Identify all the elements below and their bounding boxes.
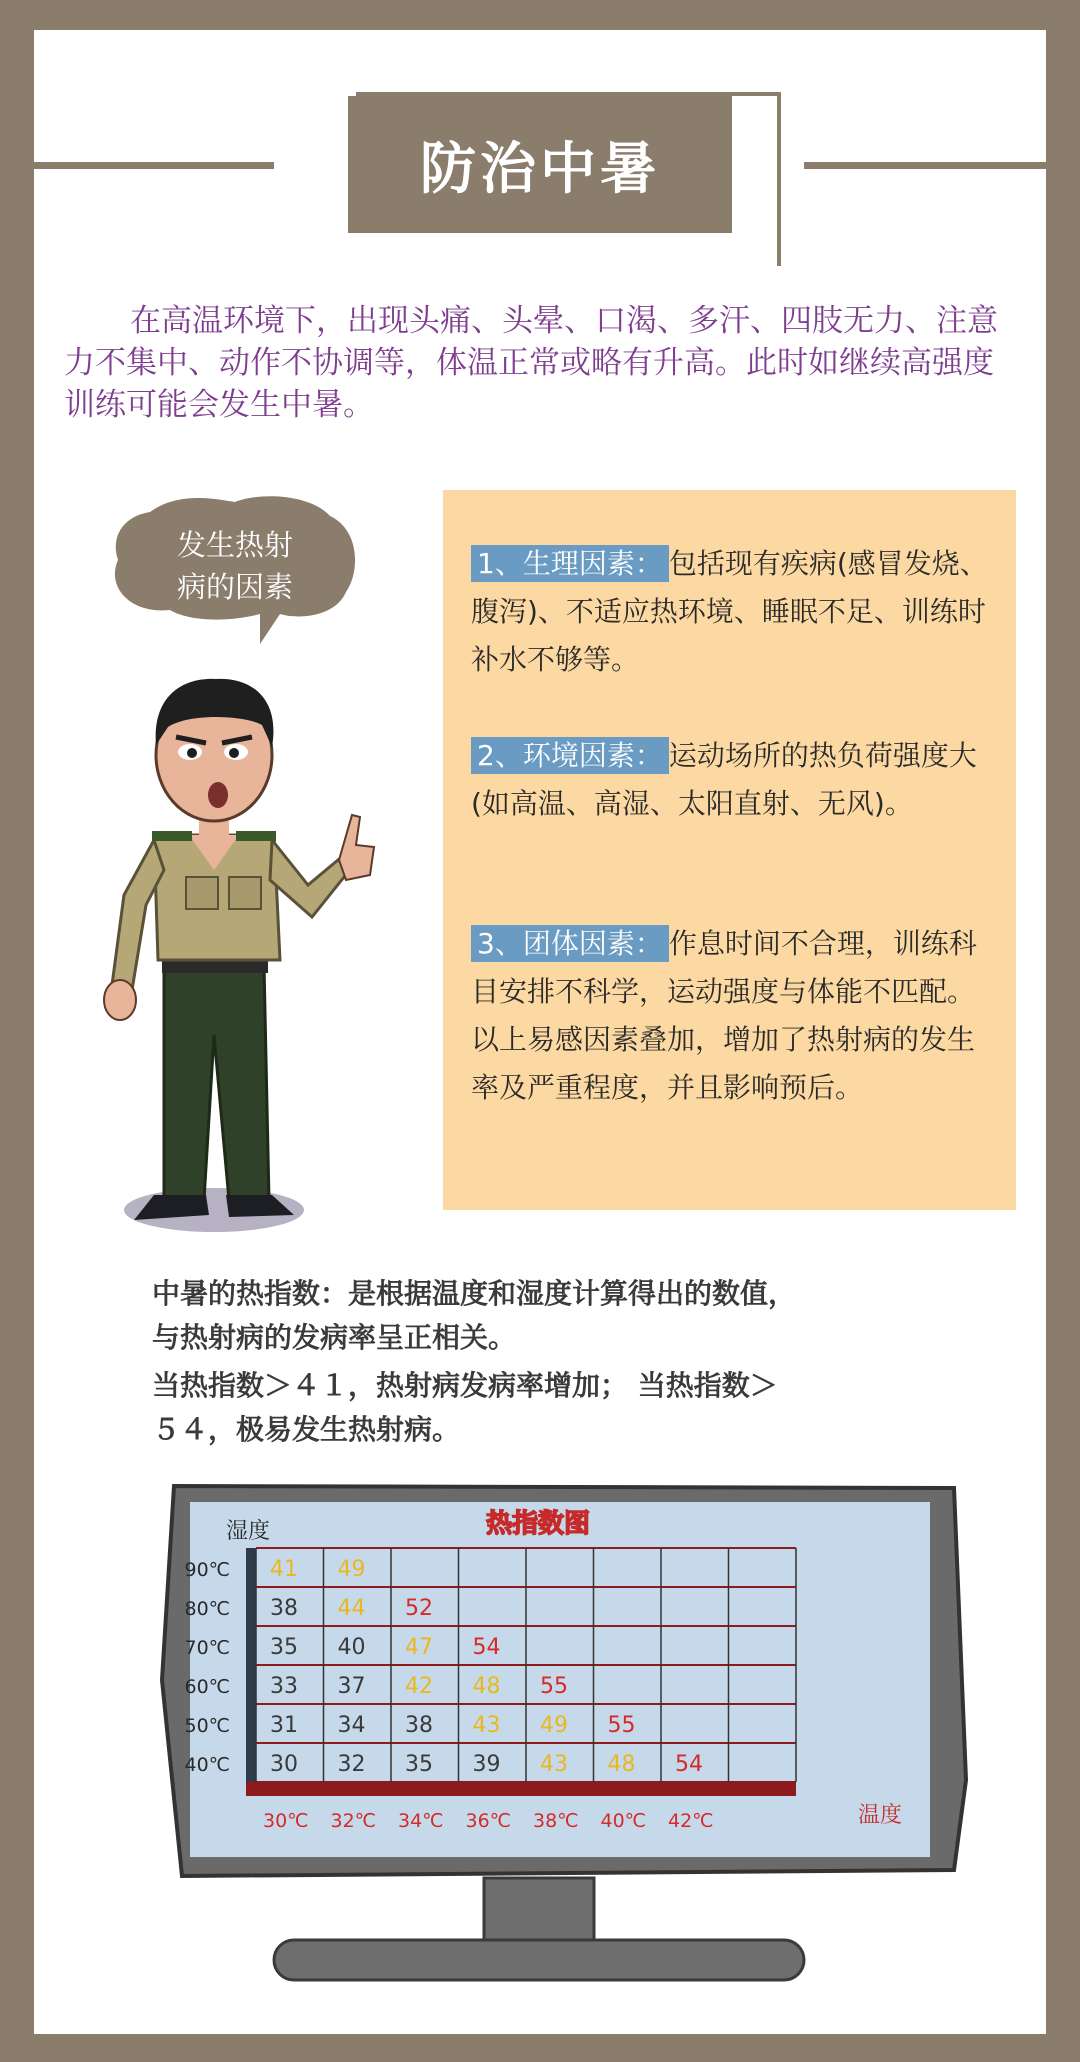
row-label: 50℃ <box>184 1715 230 1737</box>
table-cell-value: 55 <box>540 1674 568 1699</box>
table-cell-value: 47 <box>405 1635 433 1660</box>
table-cell-value: 30 <box>270 1752 298 1777</box>
table-cell-value: 44 <box>337 1596 366 1621</box>
table-cell-value: 32 <box>337 1752 366 1777</box>
factor-1-text: 包括现有疾病(感冒发烧、腹泻)、不适应热环境、睡眠不足、训练时补水不够等。 <box>471 547 988 676</box>
column-label: 30℃ <box>262 1810 309 1832</box>
column-labels <box>263 1810 714 1832</box>
title-right-rule <box>804 162 1046 169</box>
column-label: 40℃ <box>600 1810 647 1832</box>
table-cell-value: 49 <box>540 1713 568 1738</box>
table-cell-value: 31 <box>270 1713 298 1738</box>
heat-index-monitor <box>154 1480 974 2000</box>
monitor-neck <box>484 1878 594 1948</box>
table-cell-value: 37 <box>337 1674 366 1699</box>
heat-index-line-3: 当热指数＞４１，热射病发病率增加； 当热指数＞ <box>152 1369 778 1402</box>
factor-3-tag: 3、团体因素： <box>471 925 669 962</box>
title-box <box>348 96 732 233</box>
table-cell-value: 39 <box>472 1752 501 1777</box>
factor-2 <box>471 732 991 828</box>
table-cell-value: 54 <box>472 1635 501 1660</box>
soldier-illustration <box>94 655 394 1245</box>
table-cell-value: 35 <box>270 1635 298 1660</box>
intro-paragraph: 在高温环境下，出现头痛、头晕、口渴、多汗、四肢无力、注意力不集中、动作不协调等，体温正常或略有升高。此时如继续高强度训练可能会发生中暑。 <box>64 303 998 423</box>
bubble-line-2: 病的因素 <box>176 570 293 604</box>
column-label: 34℃ <box>397 1810 444 1832</box>
row-label: 80℃ <box>184 1598 230 1620</box>
chart-title: 热指数图 <box>485 1509 591 1539</box>
factor-3-text: 作息时间不合理，训练科目安排不科学，运动强度与体能不匹配。以上易感因素叠加，增加了热射病的发生率及严重程度，并且影响预后。 <box>471 927 977 1104</box>
poster <box>34 30 1046 2034</box>
speech-bubble-text <box>110 524 360 608</box>
monitor-base <box>274 1940 804 1980</box>
table-cell-value: 55 <box>607 1713 636 1738</box>
x-axis-bar <box>246 1782 796 1796</box>
column-label: 36℃ <box>465 1810 512 1832</box>
y-axis-label: 湿度 <box>226 1519 271 1544</box>
column-label: 32℃ <box>330 1810 377 1832</box>
table-cell-value: 40 <box>337 1635 366 1660</box>
table-cell-value: 41 <box>270 1557 298 1582</box>
column-label: 38℃ <box>532 1810 579 1832</box>
title-left-rule <box>34 162 274 169</box>
table-cell-value: 42 <box>405 1674 433 1699</box>
factor-1 <box>471 540 991 684</box>
table-cell-value: 54 <box>675 1752 703 1777</box>
table-cell-value: 43 <box>472 1713 501 1738</box>
row-label: 90℃ <box>184 1559 230 1581</box>
table-cell-value: 48 <box>472 1674 501 1699</box>
table-cell-value: 38 <box>270 1596 298 1621</box>
heat-index-line-2: 与热射病的发病率呈正相关。 <box>152 1321 517 1354</box>
row-label: 40℃ <box>184 1754 230 1776</box>
heat-index-line-4: ５４，极易发生热射病。 <box>152 1413 461 1446</box>
table-cell-value: 34 <box>337 1713 366 1738</box>
factor-3 <box>471 920 991 1112</box>
table-cell-value: 35 <box>405 1752 433 1777</box>
heat-index-line-1: 中暑的热指数：是根据温度和湿度计算得出的数值， <box>152 1277 797 1310</box>
table-cell-value: 38 <box>405 1713 433 1738</box>
bubble-line-1: 发生热射 <box>176 528 293 562</box>
table-cell-value: 52 <box>405 1596 433 1621</box>
table-cell-value: 49 <box>337 1557 366 1582</box>
row-label: 60℃ <box>184 1676 230 1698</box>
column-label: 42℃ <box>667 1810 714 1832</box>
table-cell-value: 43 <box>540 1752 568 1777</box>
factor-2-text: 运动场所的热负荷强度大(如高温、高湿、太阳直射、无风)。 <box>471 739 977 820</box>
factor-1-tag: 1、生理因素： <box>471 545 669 582</box>
y-axis-bar <box>246 1548 256 1794</box>
table-cell-value: 48 <box>607 1752 636 1777</box>
table-cell-value: 33 <box>270 1674 298 1699</box>
row-label: 70℃ <box>184 1637 230 1659</box>
x-axis-label: 温度 <box>858 1803 903 1828</box>
factor-2-tag: 2、环境因素： <box>471 737 669 774</box>
page-title: 防治中暑 <box>420 136 660 202</box>
factor-box <box>443 490 1016 1210</box>
